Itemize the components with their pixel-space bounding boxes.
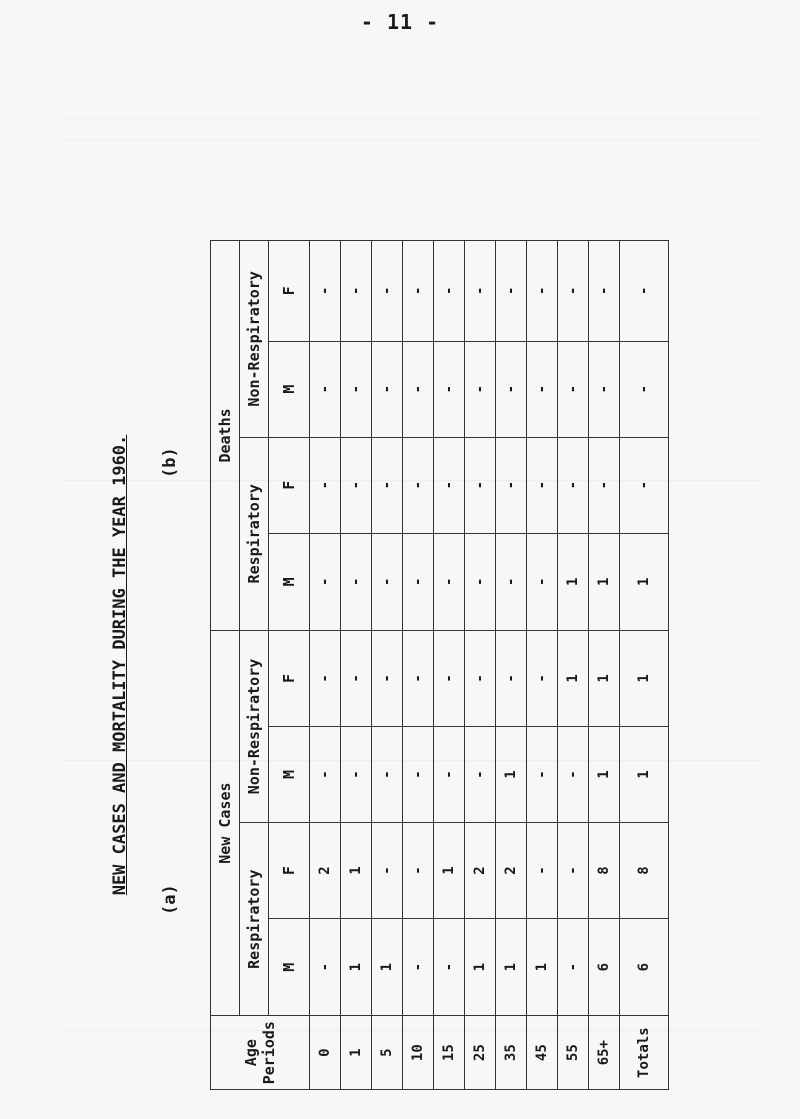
table-cell: - (527, 241, 558, 342)
table-cell: - (403, 437, 434, 533)
section-a-label: (a) (160, 884, 180, 915)
table-cell: 1 (589, 630, 620, 726)
totals-row (620, 241, 669, 1090)
f-header: F (269, 437, 310, 533)
table-row (496, 241, 527, 1090)
table-row (589, 241, 620, 1090)
table-cell: 1 (589, 533, 620, 630)
table-cell: 1 (341, 823, 372, 919)
table-cell: - (465, 437, 496, 533)
rotated-table-page (110, 240, 670, 1090)
table-cell: - (341, 241, 372, 342)
deaths-non-respiratory-header: Non-Respiratory (240, 241, 269, 438)
table-cell: - (434, 341, 465, 437)
section-b-label: (b) (160, 447, 180, 478)
table-cell: 1 (620, 726, 669, 822)
table-cell: 1 (465, 919, 496, 1016)
table-cell: - (310, 919, 341, 1016)
deaths-header: Deaths (211, 241, 240, 631)
table-cell: - (341, 533, 372, 630)
age-periods-header: Age Periods (211, 1016, 310, 1090)
table-cell: - (434, 630, 465, 726)
table-cell: 1 (558, 533, 589, 630)
table-cell: - (310, 241, 341, 342)
tuberculosis-table (210, 240, 669, 1090)
m-header: M (269, 919, 310, 1016)
table-cell: 2 (496, 823, 527, 919)
table-cell: - (527, 437, 558, 533)
age-period-cell: 10 (403, 1016, 434, 1090)
table-cell: - (403, 823, 434, 919)
table-cell: - (558, 437, 589, 533)
table-cell: - (403, 341, 434, 437)
table-cell: - (558, 823, 589, 919)
table-row (310, 241, 341, 1090)
table-cell: 1 (496, 919, 527, 1016)
table-cell: - (527, 726, 558, 822)
table-cell: - (496, 533, 527, 630)
table-cell: - (496, 630, 527, 726)
table-cell: - (589, 437, 620, 533)
table-cell: - (620, 437, 669, 533)
table-cell: - (465, 630, 496, 726)
table-cell: - (558, 726, 589, 822)
table-cell: - (403, 919, 434, 1016)
table-cell: - (465, 726, 496, 822)
table-cell: 1 (527, 919, 558, 1016)
age-period-cell: 25 (465, 1016, 496, 1090)
table-row (558, 241, 589, 1090)
table-cell: - (403, 726, 434, 822)
table-cell: 8 (620, 823, 669, 919)
table-row (434, 241, 465, 1090)
table-cell: 1 (589, 726, 620, 822)
deaths-respiratory-header: Respiratory (240, 437, 269, 630)
table-cell: - (558, 241, 589, 342)
table-cell: 1 (558, 630, 589, 726)
table-cell: - (372, 726, 403, 822)
table-cell: 1 (620, 533, 669, 630)
age-period-cell: 5 (372, 1016, 403, 1090)
m-header: M (269, 726, 310, 822)
table-cell: - (434, 437, 465, 533)
table-cell: - (341, 726, 372, 822)
table-cell: - (465, 341, 496, 437)
table-cell: - (310, 437, 341, 533)
table-row (341, 241, 372, 1090)
table-cell: - (434, 919, 465, 1016)
table-cell: - (527, 823, 558, 919)
f-header: F (269, 241, 310, 342)
new-cases-header: New Cases (211, 630, 240, 1015)
table-cell: - (527, 341, 558, 437)
table-cell: - (434, 533, 465, 630)
table-cell: - (496, 241, 527, 342)
table-cell: - (465, 533, 496, 630)
table-cell: - (496, 341, 527, 437)
table-cell: - (372, 341, 403, 437)
table-cell: 8 (589, 823, 620, 919)
f-header: F (269, 630, 310, 726)
table-cell: 2 (465, 823, 496, 919)
table-cell: - (434, 726, 465, 822)
table-cell: - (403, 630, 434, 726)
f-header: F (269, 823, 310, 919)
table-cell: 1 (341, 919, 372, 1016)
table-cell: - (465, 241, 496, 342)
table-cell: - (372, 533, 403, 630)
age-period-cell: 0 (310, 1016, 341, 1090)
table-row (527, 241, 558, 1090)
age-period-cell: 55 (558, 1016, 589, 1090)
age-period-cell: 65+ (589, 1016, 620, 1090)
table-cell: - (372, 823, 403, 919)
new-cases-respiratory-header: Respiratory (240, 823, 269, 1016)
table-cell: - (620, 341, 669, 437)
table-cell: - (341, 341, 372, 437)
table-cell: - (496, 437, 527, 533)
age-period-cell: 1 (341, 1016, 372, 1090)
table-cell: - (310, 341, 341, 437)
table-cell: - (310, 533, 341, 630)
table-cell: - (403, 533, 434, 630)
m-header: M (269, 341, 310, 437)
table-cell: - (558, 919, 589, 1016)
table-cell: 6 (620, 919, 669, 1016)
table-cell: - (434, 241, 465, 342)
table-cell: - (310, 630, 341, 726)
table-cell: - (341, 630, 372, 726)
table-cell: 6 (589, 919, 620, 1016)
table-cell: 1 (372, 919, 403, 1016)
page-number: - 11 - (360, 10, 440, 34)
table-cell: - (403, 241, 434, 342)
table-cell: - (527, 630, 558, 726)
table-cell: - (589, 241, 620, 342)
table-cell: - (372, 241, 403, 342)
table-cell: 1 (496, 726, 527, 822)
table-cell: 2 (310, 823, 341, 919)
age-period-cell: 15 (434, 1016, 465, 1090)
table-cell: - (372, 437, 403, 533)
table-cell: 1 (434, 823, 465, 919)
table-title: NEW CASES AND MORTALITY DURING THE YEAR 1960. (110, 434, 130, 896)
new-cases-non-respiratory-header: Non-Respiratory (240, 630, 269, 822)
m-header: M (269, 533, 310, 630)
table-cell: 1 (620, 630, 669, 726)
table-cell: - (558, 341, 589, 437)
totals-label: Totals (620, 1016, 669, 1090)
table-row (372, 241, 403, 1090)
table-cell: - (589, 341, 620, 437)
table-cell: - (310, 726, 341, 822)
table-row (403, 241, 434, 1090)
table-cell: - (341, 437, 372, 533)
table-cell: - (372, 630, 403, 726)
table-row (465, 241, 496, 1090)
age-period-cell: 45 (527, 1016, 558, 1090)
table-cell: - (620, 241, 669, 342)
table-cell: - (527, 533, 558, 630)
age-period-cell: 35 (496, 1016, 527, 1090)
